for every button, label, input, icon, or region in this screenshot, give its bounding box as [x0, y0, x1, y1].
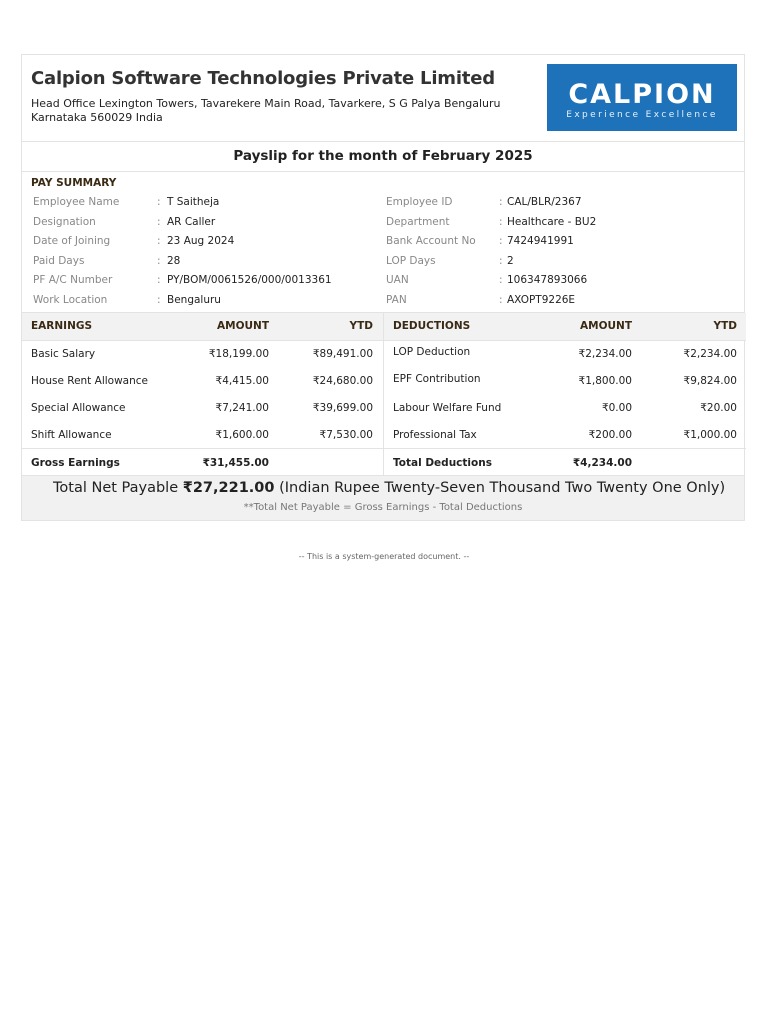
deductions-table: [384, 313, 746, 475]
table-row: [384, 368, 746, 395]
column-header: DEDUCTIONS: [393, 320, 471, 332]
deduction-name: Labour Welfare Fund: [393, 402, 502, 414]
field-label: Work Location: [33, 293, 108, 306]
payslip-title: Payslip for the month of February 2025: [22, 142, 744, 172]
payslip: [21, 54, 745, 521]
total-deductions-amount: ₹4,234.00: [572, 457, 632, 469]
earning-ytd: ₹39,699.00: [312, 402, 373, 414]
summary-field: Date of Joining : 23 Aug 2024: [33, 235, 235, 247]
column-header: YTD: [713, 320, 737, 332]
table-row: [22, 395, 383, 422]
field-label: PF A/C Number: [33, 274, 113, 286]
deduction-ytd: ₹20.00: [700, 402, 737, 414]
deduction-ytd: ₹9,824.00: [683, 375, 737, 387]
earning-amount: ₹4,415.00: [215, 375, 269, 387]
logo-tagline: Experience Excellence: [566, 110, 718, 120]
deduction-amount: ₹2,234.00: [578, 348, 632, 360]
gross-earnings-amount: ₹31,455.00: [202, 457, 269, 469]
earning-ytd: ₹24,680.00: [312, 375, 373, 387]
deduction-amount: ₹0.00: [601, 402, 632, 414]
field-value: Bengaluru: [167, 293, 221, 306]
gross-earnings-label: Gross Earnings: [31, 457, 120, 469]
summary-field: Designation : AR Caller: [33, 215, 216, 228]
table-row: [384, 422, 746, 449]
summary-field: Employee Name : T Saitheja: [33, 196, 220, 208]
address-line-2: Karnataka 560029 India: [31, 111, 163, 124]
table-row: [22, 341, 383, 368]
earning-amount: ₹18,199.00: [208, 348, 269, 360]
address-line-1: Head Office Lexington Towers, Tavarekere Main Road, Tavarkere, S G Palya Bengaluru: [31, 97, 501, 110]
earning-name: Special Allowance: [31, 402, 126, 414]
pay-summary: [22, 172, 744, 313]
summary-field: PF A/C Number : PY/BOM/0061526/000/0013361: [33, 274, 332, 286]
logo-wordmark: CALPION: [568, 79, 716, 110]
earning-ytd: ₹7,530.00: [319, 429, 373, 441]
earning-name: House Rent Allowance: [31, 375, 148, 387]
field-value: 23 Aug 2024: [167, 235, 235, 247]
field-label: Paid Days: [33, 254, 85, 267]
earnings-table: [22, 313, 384, 475]
field-label: Bank Account No: [386, 235, 476, 247]
column-header: YTD: [349, 320, 373, 332]
table-row: [384, 395, 746, 422]
table-row: [22, 368, 383, 395]
summary-field: Bank Account No : 7424941991: [386, 235, 574, 247]
total-deductions-label: Total Deductions: [393, 457, 492, 469]
company-logo: [547, 64, 737, 131]
column-header: AMOUNT: [217, 320, 269, 332]
net-payable-words: (Indian Rupee Twenty-Seven Thousand Two Twenty One Only): [279, 480, 726, 496]
net-payable-section: [22, 476, 744, 520]
field-value: 106347893066: [507, 274, 588, 286]
earning-name: Basic Salary: [31, 348, 96, 360]
earning-amount: ₹1,600.00: [215, 429, 269, 441]
summary-field: PAN : AXOPT9226E: [386, 293, 576, 306]
field-value: CAL/BLR/2367: [507, 196, 582, 208]
field-value: AR Caller: [167, 215, 216, 228]
net-payable-note: **Total Net Payable = Gross Earnings - Total Deductions: [243, 502, 523, 513]
field-value: AXOPT9226E: [507, 293, 576, 306]
field-label: Designation: [33, 215, 96, 228]
deduction-amount: ₹1,800.00: [578, 375, 632, 387]
column-header: EARNINGS: [31, 320, 93, 332]
deduction-amount: ₹200.00: [588, 429, 632, 441]
summary-field: LOP Days : 2: [386, 254, 514, 267]
earnings-header-row: [22, 313, 383, 341]
column-header: AMOUNT: [580, 320, 632, 332]
earning-name: Shift Allowance: [31, 429, 112, 441]
earning-amount: ₹7,241.00: [215, 402, 269, 414]
gross-earnings-row: [22, 448, 383, 476]
field-value: 28: [167, 254, 181, 267]
summary-field: Paid Days : 28: [33, 254, 181, 267]
pay-summary-heading: PAY SUMMARY: [31, 177, 117, 189]
field-value: 7424941991: [507, 235, 574, 247]
earnings-deductions-tables: [22, 313, 744, 476]
field-label: Department: [386, 215, 450, 228]
deduction-ytd: ₹1,000.00: [683, 429, 737, 441]
field-label: PAN: [386, 293, 407, 306]
field-value: PY/BOM/0061526/000/0013361: [167, 274, 332, 286]
earning-ytd: ₹89,491.00: [312, 348, 373, 360]
summary-field: Work Location : Bengaluru: [33, 293, 221, 306]
table-row: [22, 422, 383, 449]
field-label: Date of Joining: [33, 235, 111, 247]
system-generated-footer: -- This is a system-generated document. --: [298, 552, 470, 561]
net-payable-line: [53, 480, 725, 496]
field-value: 2: [507, 254, 514, 267]
field-label: Employee ID: [386, 196, 453, 208]
table-row: [384, 341, 746, 368]
summary-field: Employee ID : CAL/BLR/2367: [386, 196, 582, 208]
payslip-header: [22, 55, 744, 142]
deduction-name: LOP Deduction: [393, 346, 471, 358]
net-payable-amount: ₹27,221.00: [182, 480, 275, 496]
deduction-name: EPF Contribution: [393, 373, 481, 385]
field-value: Healthcare - BU2: [507, 215, 597, 228]
field-label: Employee Name: [33, 196, 120, 208]
field-label: LOP Days: [386, 254, 436, 267]
summary-field: UAN : 106347893066: [386, 274, 588, 286]
field-label: UAN: [386, 274, 409, 286]
deductions-header-row: [384, 313, 746, 341]
field-value: T Saitheja: [167, 196, 220, 208]
summary-field: Department : Healthcare - BU2: [386, 215, 597, 228]
total-deductions-row: [384, 448, 746, 476]
net-payable-label: Total Net Payable: [53, 480, 179, 496]
deduction-ytd: ₹2,234.00: [683, 348, 737, 360]
deduction-name: Professional Tax: [393, 429, 477, 441]
company-address: [31, 97, 531, 125]
company-name: Calpion Software Technologies Private Limited: [31, 68, 495, 89]
